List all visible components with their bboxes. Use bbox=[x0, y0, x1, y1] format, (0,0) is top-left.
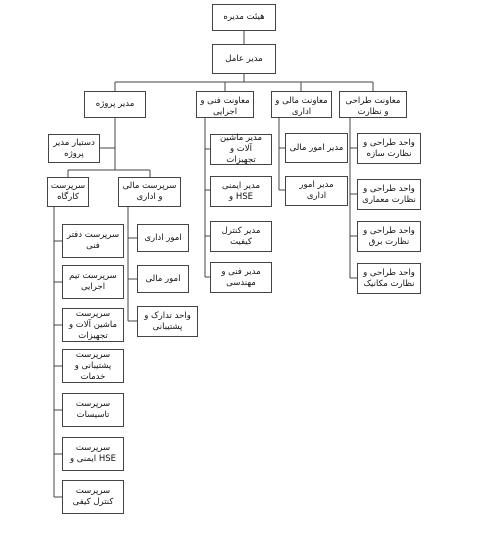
node-site-unit-3: سرپرست ماشین آلات و تجهیزات bbox=[62, 308, 124, 342]
node-ceo: مدیر عامل bbox=[212, 44, 276, 74]
node-finance-unit-2: امور مالی bbox=[137, 265, 189, 293]
node-finance-unit-1: امور اداری bbox=[137, 224, 189, 252]
node-finance-deputy-unit-2: مدیر امور اداری bbox=[285, 176, 348, 206]
node-site-unit-2: سرپرست تیم اجرایی bbox=[62, 265, 124, 299]
node-design-deputy: معاونت طراحی و نظارت bbox=[339, 91, 407, 118]
node-project-assistant: دستیار مدیر پروژه bbox=[48, 134, 100, 163]
node-finance-admin-supervisor: سرپرست مالی و اداری bbox=[118, 177, 181, 207]
node-technical-unit-2: مدیر ایمنی HSE و bbox=[210, 176, 272, 207]
node-site-unit-7: سرپرست کنترل کیفی bbox=[62, 480, 124, 514]
node-technical-deputy: معاونت فنی و اجرایی bbox=[196, 91, 254, 118]
node-design-unit-3: واحد طراحی و نظارت برق bbox=[357, 221, 421, 252]
node-board: هیئت مدیره bbox=[212, 4, 276, 31]
node-site-unit-1: سرپرست دفتر فنی bbox=[62, 224, 124, 258]
node-design-unit-2: واحد طراحی و نظارت معماری bbox=[357, 179, 421, 210]
node-design-unit-1: واحد طراحی و نظارت سازه bbox=[357, 133, 421, 164]
node-site-unit-6: سرپرست HSE ایمنی و bbox=[62, 437, 124, 471]
node-site-unit-4: سرپرست پشتیبانی و خدمات bbox=[62, 349, 124, 383]
node-finance-deputy-unit-1: مدیر امور مالی bbox=[285, 133, 348, 163]
node-site-supervisor: سرپرست کارگاه bbox=[47, 177, 89, 207]
node-technical-unit-3: مدیر کنترل کیفیت bbox=[210, 221, 272, 252]
node-site-unit-5: سرپرست تاسیسات bbox=[62, 393, 124, 427]
node-design-unit-4: واحد طراحی و نظارت مکانیک bbox=[357, 263, 421, 294]
node-project-manager: مدیر پروژه bbox=[84, 91, 146, 118]
node-technical-unit-4: مدیر فنی و مهندسی bbox=[210, 262, 272, 293]
node-technical-unit-1: مدیر ماشین آلات و تجهیزات bbox=[210, 134, 272, 165]
node-finance-deputy: معاونت مالی و اداری bbox=[271, 91, 332, 118]
node-finance-unit-3: واحد تدارک و پشتیبانی bbox=[137, 306, 198, 337]
